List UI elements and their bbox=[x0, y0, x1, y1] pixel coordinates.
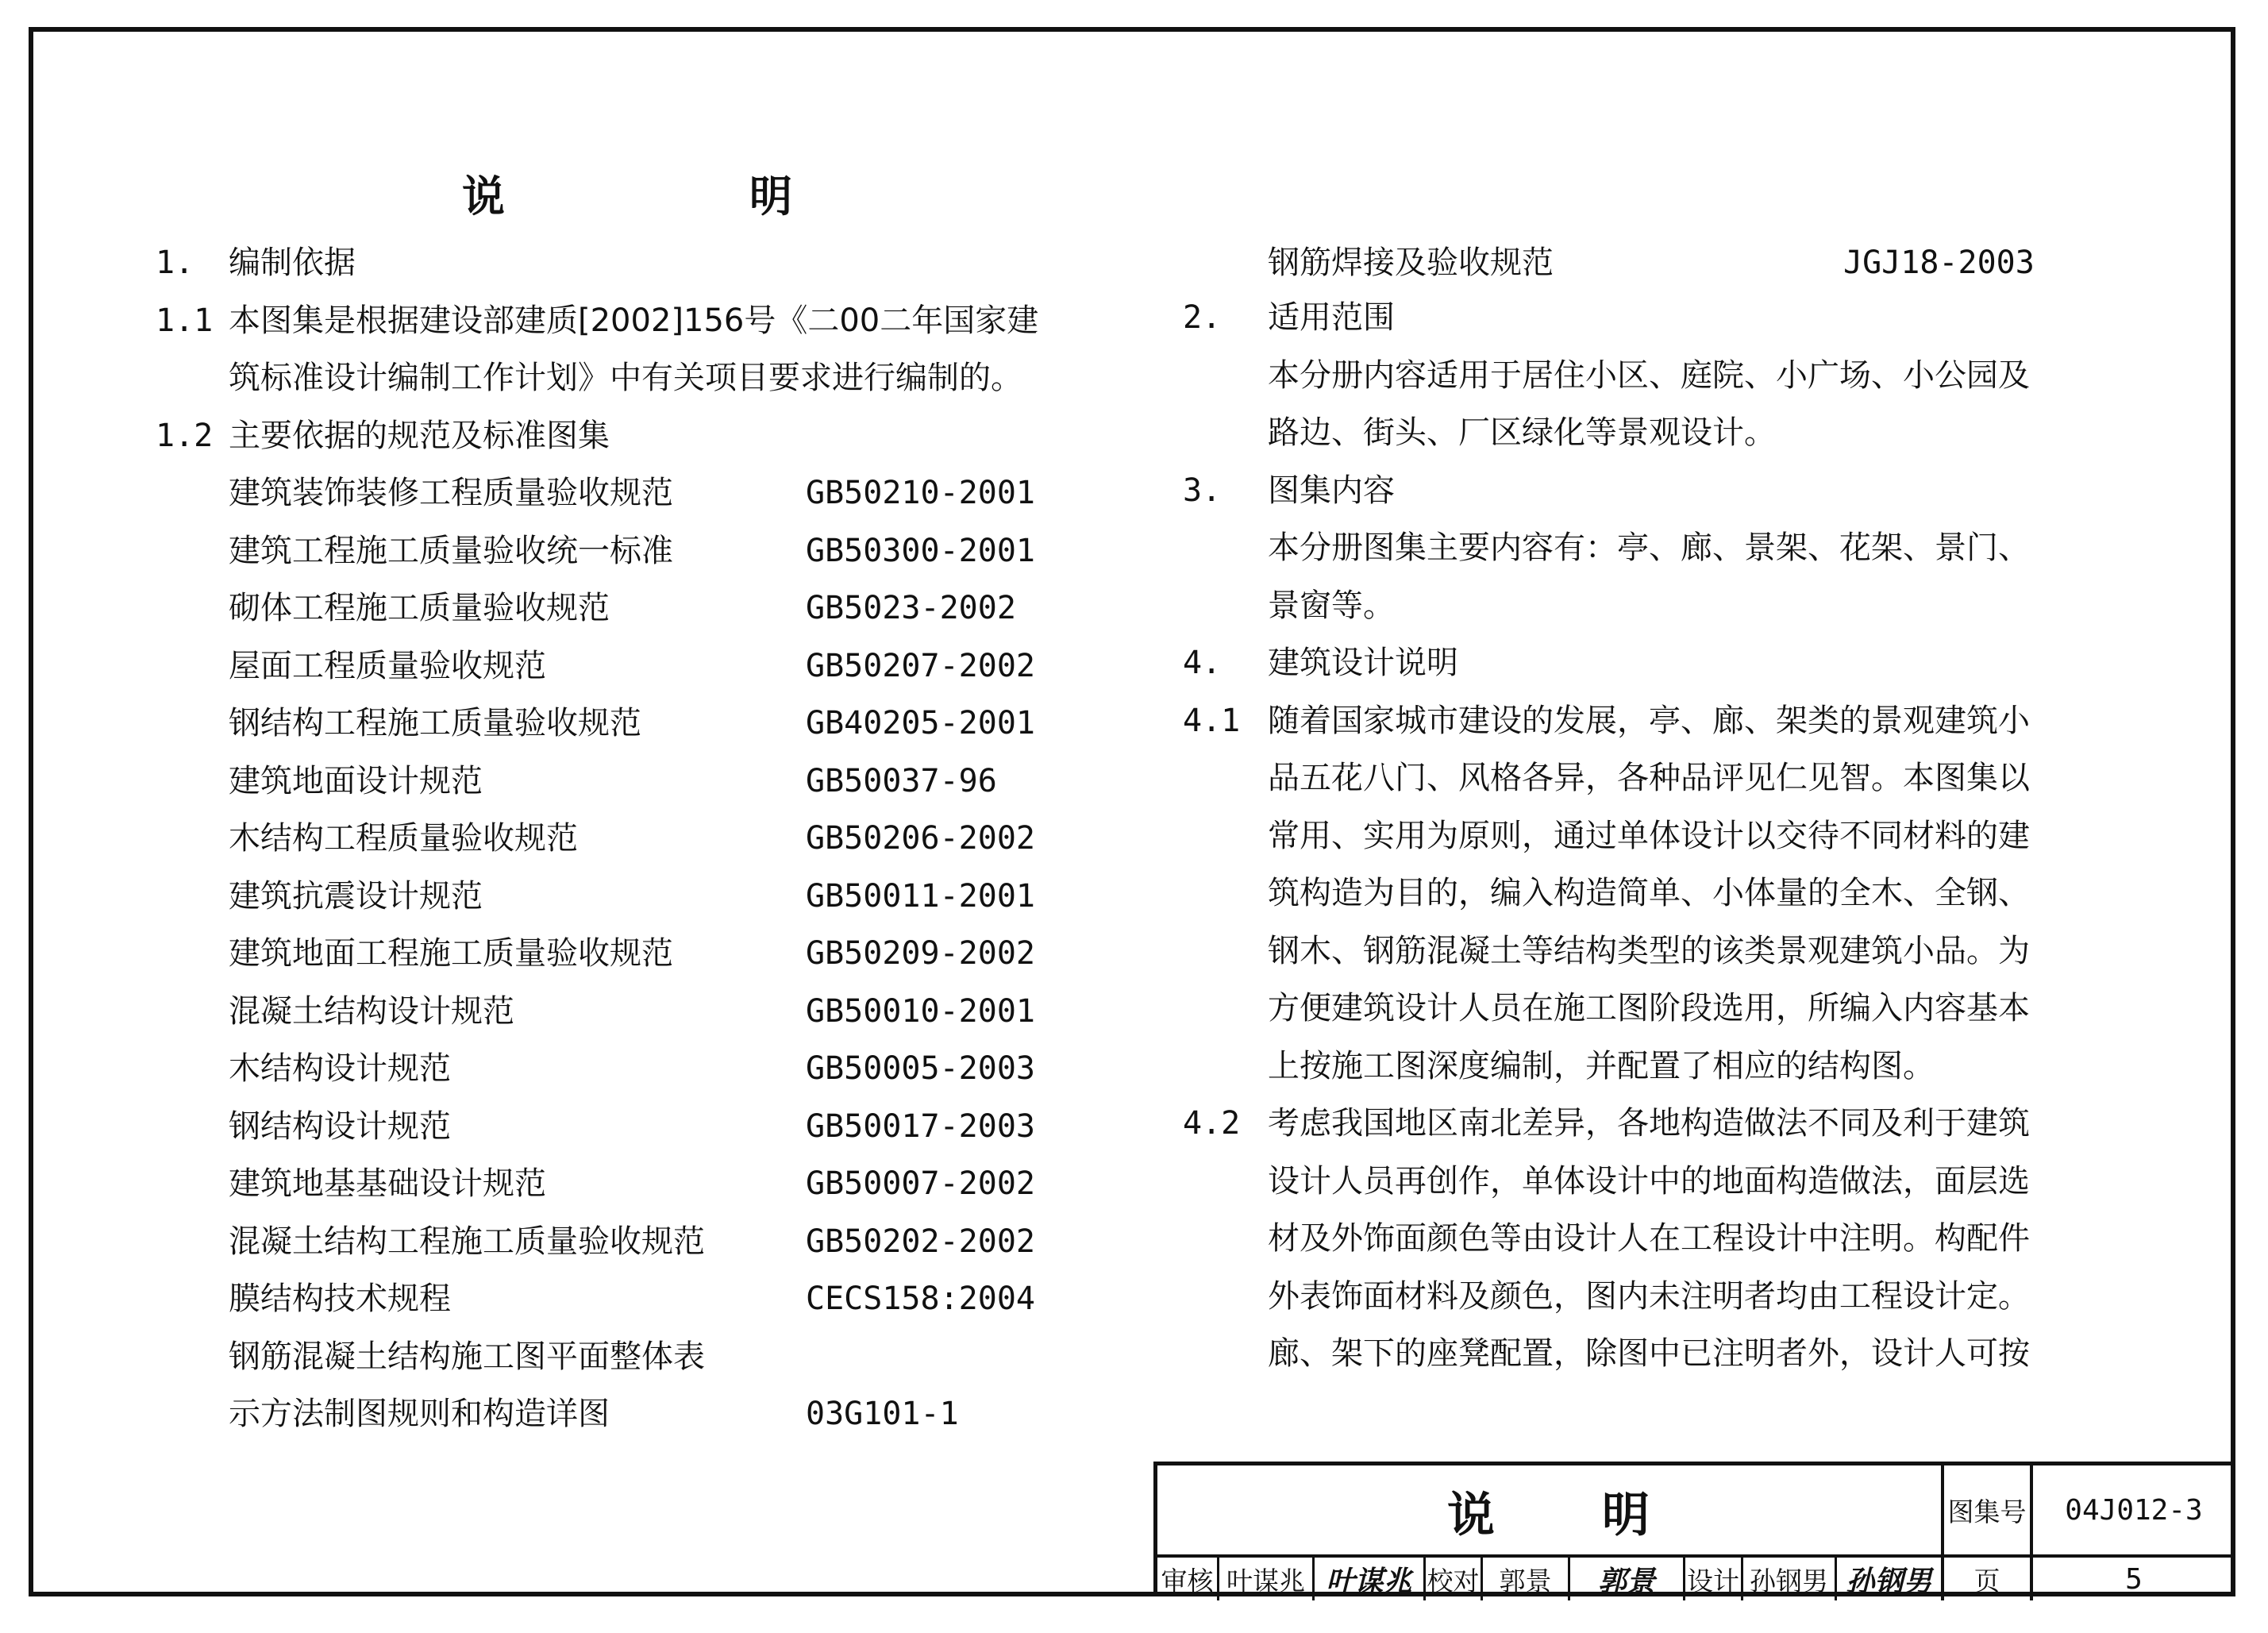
standard-code: GB50007-2002 bbox=[806, 1165, 1035, 1202]
standard-name: 建筑地面工程施工质量验收规范 bbox=[229, 935, 673, 972]
standard-name: 混凝土结构工程施工质量验收规范 bbox=[229, 1223, 705, 1260]
section-number: 1.1 bbox=[156, 302, 214, 339]
paragraph-line: 廊、架下的座凳配置，除图中已注明者外，设计人可按 bbox=[1268, 1335, 2030, 1372]
section-number: 1. bbox=[156, 245, 194, 281]
paragraph-line: 筑构造为目的，编入构造简单、小体量的全木、全钢、 bbox=[1268, 875, 2030, 911]
paragraph-line: 常用、实用为原则，通过单体设计以交待不同材料的建 bbox=[1268, 818, 2030, 854]
standard-code: GB50011-2001 bbox=[806, 878, 1035, 915]
paragraph-line: 钢木、钢筋混凝土等结构类型的该类景观建筑小品。为 bbox=[1268, 933, 2030, 969]
paragraph-line: 本分册内容适用于居住小区、庭院、小广场、小公园及 bbox=[1268, 357, 2030, 394]
standard-code: GB50202-2002 bbox=[806, 1223, 1035, 1260]
section-number: 2. bbox=[1183, 299, 1222, 336]
standard-name: 钢结构设计规范 bbox=[229, 1108, 451, 1145]
standard-code: GB50210-2001 bbox=[806, 475, 1035, 511]
standard-name: 钢结构工程施工质量验收规范 bbox=[229, 705, 641, 741]
standard-name: 建筑地面设计规范 bbox=[229, 763, 483, 799]
standard-code: GB50037-96 bbox=[806, 763, 997, 799]
standard-name: 建筑工程施工质量验收统一标准 bbox=[229, 533, 673, 569]
atlas-number-label: 图集号 bbox=[1947, 1496, 2027, 1527]
section-number: 4.2 bbox=[1183, 1105, 1241, 1142]
standard-name: 膜结构技术规程 bbox=[229, 1281, 451, 1317]
page-title-char-1: 说 bbox=[462, 171, 505, 221]
standard-name: 木结构设计规范 bbox=[229, 1050, 451, 1087]
paragraph-line: 景窗等。 bbox=[1268, 587, 1395, 624]
paragraph-line: 适用范围 bbox=[1268, 299, 1395, 336]
paragraph-line: 主要依据的规范及标准图集 bbox=[229, 418, 610, 454]
paragraph-line: 图集内容 bbox=[1268, 472, 1395, 509]
check-label: 校对 bbox=[1427, 1565, 1480, 1596]
standard-code: GB50005-2003 bbox=[806, 1050, 1035, 1087]
paragraph-line: 编制依据 bbox=[229, 245, 356, 281]
standard-code: GB50206-2002 bbox=[806, 820, 1035, 857]
paragraph-line: 随着国家城市建设的发展，亭、廊、架类的景观建筑小 bbox=[1268, 703, 2030, 739]
section-number: 4. bbox=[1183, 645, 1222, 681]
standard-name: 建筑装饰装修工程质量验收规范 bbox=[229, 475, 673, 511]
design-label: 设计 bbox=[1687, 1565, 1739, 1596]
page-label: 页 bbox=[1973, 1565, 2000, 1596]
standard-name: 示方法制图规则和构造详图 bbox=[229, 1396, 610, 1432]
paragraph-line: 设计人员再创作，单体设计中的地面构造做法，面层选 bbox=[1268, 1163, 2030, 1200]
standard-name: 木结构工程质量验收规范 bbox=[229, 820, 578, 857]
standard-name: 砌体工程施工质量验收规范 bbox=[229, 590, 610, 626]
paragraph-line: 筑标准设计编制工作计划》中有关项目要求进行编制的。 bbox=[229, 360, 1022, 396]
standard-code: GB50017-2003 bbox=[806, 1108, 1035, 1145]
paragraph-line: 本图集是根据建设部建质[2002]156号《二00二年国家建 bbox=[229, 302, 1039, 339]
standard-name: 建筑地基基础设计规范 bbox=[229, 1165, 546, 1202]
standard-code: CECS158:2004 bbox=[806, 1281, 1035, 1317]
checker-signature: 郭景 bbox=[1597, 1564, 1655, 1598]
standard-code: GB50207-2002 bbox=[806, 648, 1035, 684]
reviewer-name: 叶谋兆 bbox=[1226, 1565, 1305, 1596]
paragraph-line: 方便建筑设计人员在施工图阶段选用，所编入内容基本 bbox=[1268, 990, 2030, 1026]
page-title-char-2: 明 bbox=[749, 171, 792, 221]
designer-signature: 孙钢男 bbox=[1846, 1564, 1932, 1598]
page-number: 5 bbox=[2125, 1562, 2143, 1596]
section-number: 1.2 bbox=[156, 418, 214, 454]
section-number: 3. bbox=[1183, 472, 1222, 509]
reviewer-signature: 叶谋兆 bbox=[1326, 1564, 1412, 1598]
paragraph-line: 外表饰面材料及颜色，图内未注明者均由工程设计定。 bbox=[1268, 1278, 2030, 1315]
standard-name: 混凝土结构设计规范 bbox=[229, 993, 514, 1030]
standard-name: 钢筋混凝土结构施工图平面整体表 bbox=[229, 1338, 705, 1375]
atlas-number: 04J012-3 bbox=[2065, 1493, 2203, 1527]
standard-code: GB5023-2002 bbox=[806, 590, 1016, 626]
paragraph-line: 路边、街头、厂区绿化等景观设计。 bbox=[1268, 414, 1776, 451]
paragraph-line: 品五花八门、风格各异，各种品评见仁见智。本图集以 bbox=[1268, 760, 2030, 796]
standard-code: GB50300-2001 bbox=[806, 533, 1035, 569]
standard-name: 建筑抗震设计规范 bbox=[229, 878, 483, 915]
paragraph-line: 本分册图集主要内容有：亭、廊、景架、花架、景门、 bbox=[1268, 530, 2030, 566]
title-block-title-char-1: 说 bbox=[1447, 1488, 1495, 1543]
standard-code: JGJ18-2003 bbox=[1843, 245, 2035, 281]
standard-code: GB50209-2002 bbox=[806, 935, 1035, 972]
title-block-title-char-2: 明 bbox=[1602, 1488, 1650, 1543]
standard-name: 钢筋焊接及验收规范 bbox=[1268, 245, 1554, 281]
standard-name: 屋面工程质量验收规范 bbox=[229, 648, 546, 684]
paragraph-line: 考虑我国地区南北差异，各地构造做法不同及利于建筑 bbox=[1268, 1105, 2030, 1142]
title-block bbox=[1153, 1462, 2231, 1596]
paragraph-line: 上按施工图深度编制，并配置了相应的结构图。 bbox=[1268, 1048, 1935, 1084]
standard-code: GB50010-2001 bbox=[806, 993, 1035, 1030]
standard-code: GB40205-2001 bbox=[806, 705, 1035, 741]
checker-name: 郭景 bbox=[1499, 1565, 1552, 1596]
paragraph-line: 建筑设计说明 bbox=[1268, 645, 1458, 681]
paragraph-line: 材及外饰面颜色等由设计人在工程设计中注明。构配件 bbox=[1268, 1220, 2030, 1257]
section-number: 4.1 bbox=[1183, 703, 1241, 739]
review-label: 审核 bbox=[1161, 1565, 1214, 1596]
designer-name: 孙钢男 bbox=[1750, 1565, 1828, 1596]
standard-code: 03G101-1 bbox=[806, 1396, 959, 1432]
